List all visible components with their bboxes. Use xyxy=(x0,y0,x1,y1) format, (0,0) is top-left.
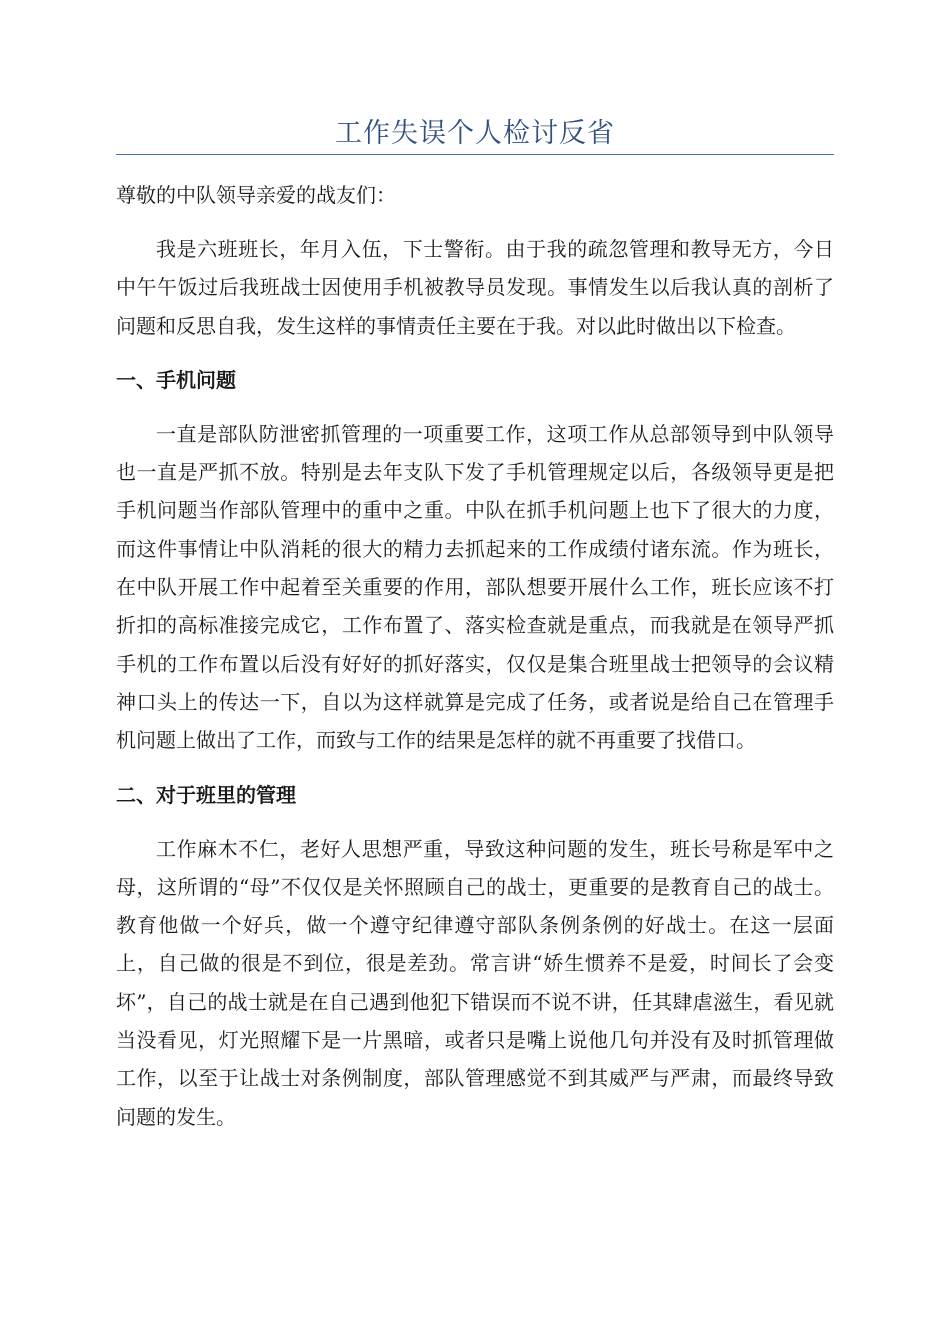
section-paragraph: 一直是部队防泄密抓管理的一项重要工作，这项工作从总部领导到中队领导也一直是严抓不放。特别是去年支队下发了手机管理规定以后，各级领导更是把手机问题当作部队管理中的重中之重。中队在抓手机问题上也下了很大的力度，而这件事情让中队消耗的很大的精力去抓起来的工作成绩付诸东流。作为班长，在中队开展工作中起着至关重要的作用，部队想要开展什么工作，班长应该不打折扣的高标准接完成它，工作布置了、落实检查就是重点，而我就是在领导严抓手机的工作布置以后没有好好的抓好落实，仅仅是集合班里战士把领导的会议精神口头上的传达一下，自以为这样就算是完成了任务，或者说是给自己在管理手机问题上做出了工作，而致与工作的结果是怎样的就不再重要了找借口。 xyxy=(116,421,834,753)
intro-paragraph: 我是六班班长，年月入伍，下士警衔。由于我的疏忽管理和教导无方，今日中午午饭过后我班战士因使用手机被教导员发现。事情发生以后我认真的剖析了问题和反思自我，发生这样的事情责任主要在于我。对以此时做出以下检查。 xyxy=(116,237,834,338)
section-heading: 一、手机问题 xyxy=(116,367,236,392)
title-underline xyxy=(116,154,834,155)
document-title: 工作失误个人检讨反省 xyxy=(335,118,615,149)
section-squad-management xyxy=(116,776,834,1136)
document-body xyxy=(116,176,834,1136)
section-phone xyxy=(116,361,834,760)
section-heading: 二、对于班里的管理 xyxy=(116,782,296,807)
section-paragraph: 工作麻木不仁，老好人思想严重，导致这种问题的发生，班长号称是军中之母，这所谓的“母”不仅仅是关怀照顾自己的战士，更重要的是教育自己的战士。教育他做一个好兵，做一个遵守纪律遵守部队条例条例的好战士。在这一层面上，自己做的很是不到位，很是差劲。常言讲“娇生惯养不是爱，时间长了会变坏”，自己的战士就是在自己遇到他犯下错误而不说不讲，任其肆虐滋生，看见就当没看见，灯光照耀下是一片黑暗，或者只是嘴上说他几句并没有及时抓管理做工作，以至于让战士对条例制度，部队管理感觉不到其威严与严肃，而最终导致问题的发生。 xyxy=(116,836,834,1129)
salutation: 尊敬的中队领导亲爱的战友们： xyxy=(116,183,396,207)
